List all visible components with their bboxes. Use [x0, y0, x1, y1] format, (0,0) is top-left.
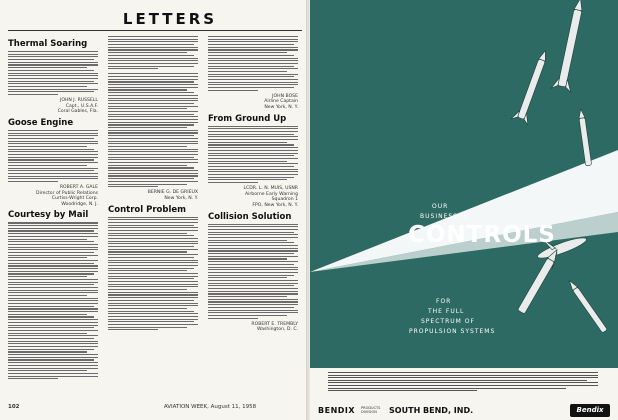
letter-body [208, 36, 298, 91]
ad-body-copy [328, 372, 598, 394]
heading-goose-engine: Goose Engine [8, 117, 74, 128]
column-2 [108, 36, 198, 333]
letter-body [108, 73, 198, 187]
heading-from-ground-up: From Ground Up [208, 113, 287, 124]
heading-thermal-soaring: Thermal Soaring [8, 39, 88, 49]
masthead-rule [8, 30, 302, 31]
signature-from-ground-up: LCDR. L. N. MUIS, USNR Airborne Early Warning Squadron 1 FPO, New York, N. Y. [243, 186, 298, 208]
letter-body [108, 217, 198, 331]
ad-artwork [310, 0, 618, 368]
page-number: 102 [8, 404, 20, 410]
signature-thermal-soaring: JOHN J. RUSSELL Capt., U.S.A.F. Coral Gables, Fla. [57, 98, 98, 115]
editorial-note [108, 36, 198, 69]
column-1 [8, 36, 98, 382]
ad-headline-line-2: BUSINESS IS [420, 213, 469, 220]
signature-control-problem: BERNIE G. DE GRIEUX New York, N. Y. [147, 190, 198, 201]
ad-body-text [328, 372, 598, 391]
ad-headline-main: CONTROLS [408, 222, 556, 248]
ad-subline-1: FOR [436, 298, 452, 305]
ad-subline-2: THE FULL [428, 308, 465, 315]
signature-goose-engine: ROBERT A. GALE Director of Public Relations Curtiss-Wright Corp. Woodridge, N. J. [36, 185, 98, 207]
signature-trembly: ROBERT E. TREMBLY Washington, D. C. [251, 321, 298, 333]
heading-courtesy-by-mail: Courtesy by Mail [8, 210, 89, 221]
letters-masthead: LETTERS [122, 10, 218, 28]
letter-body [8, 222, 98, 379]
ad-footer [318, 403, 610, 417]
issue-line: AVIATION WEEK, August 11, 1958 [163, 404, 257, 410]
bendix-logo: Bendix [570, 404, 610, 417]
ad-headline-line-1: OUR [432, 203, 449, 210]
heading-collision-solution: Collision Solution [208, 211, 292, 222]
bendix-ad-panel [310, 0, 618, 368]
brand-name: BENDIX [318, 405, 356, 415]
brand-division: PRODUCTS DIVISION [361, 406, 381, 414]
ad-subline-3: SPECTRUM OF [421, 318, 475, 325]
signature-airline-captain: JOHN BOSE Airline Captain New York, N. Y. [264, 93, 298, 111]
brand-city: SOUTH BEND, IND. [389, 405, 474, 415]
heading-control-problem: Control Problem [108, 204, 186, 215]
letter-body [8, 51, 98, 95]
letter-body [208, 224, 298, 319]
letter-body [8, 130, 98, 182]
ad-subline-4: PROPULSION SYSTEMS [409, 328, 496, 335]
letter-body [208, 126, 298, 184]
column-3 [208, 36, 298, 336]
letters-page [0, 0, 306, 420]
